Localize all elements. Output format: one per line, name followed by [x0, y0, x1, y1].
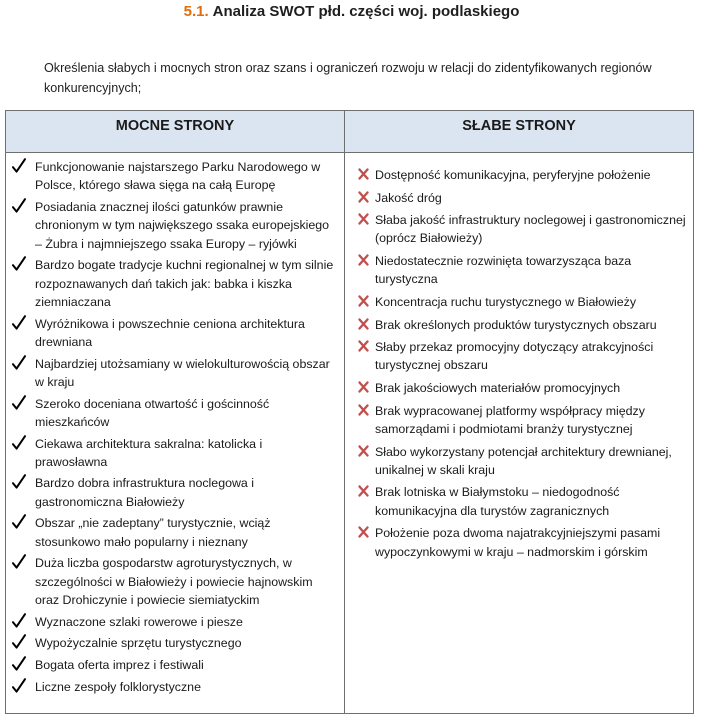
weakness-item-text: Jakość dróg — [375, 190, 442, 205]
weakness-item — [345, 316, 693, 334]
intro-paragraph: Określenia słabych i mocnych stron oraz szans i ograniczeń rozwoju w relacji do zidentyfikowanych regionów konkurencyjnych; — [44, 61, 652, 95]
check-icon — [12, 634, 26, 650]
cross-icon — [358, 445, 369, 457]
weakness-item — [345, 443, 693, 480]
weakness-item-text: Położenie poza dwoma najatrakcyjniejszymi pasami wypoczynkowymi w kraju – nadmorskim i górskim — [375, 526, 661, 559]
check-icon — [12, 315, 26, 331]
cross-icon — [358, 191, 369, 203]
strengths-list — [6, 158, 344, 696]
strength-item-text: Szeroko doceniana otwartość i gościnność mieszkańców — [35, 396, 270, 429]
strengths-column — [6, 153, 345, 713]
weakness-item — [345, 252, 693, 289]
weakness-item-text: Słaby przekaz promocyjny dotyczący atrakcyjności turystycznej obszaru — [375, 340, 654, 373]
strength-item — [6, 678, 344, 696]
strength-item-text: Duża liczba gospodarstw agroturystycznych, w szczególności w Białowieży i powiecie hajnowskim oraz Drohiczynie i powiecie siemiatyckim — [35, 556, 313, 608]
weakness-item — [345, 189, 693, 207]
strength-item — [6, 554, 344, 609]
strength-item-text: Bogata oferta imprez i festiwali — [35, 658, 204, 673]
strength-item — [6, 514, 344, 551]
weaknesses-header: SŁABE STRONY — [345, 111, 693, 153]
strength-item — [6, 656, 344, 674]
cross-icon — [358, 381, 369, 393]
strength-item — [6, 613, 344, 631]
cross-icon — [358, 318, 369, 330]
strength-item-text: Najbardziej utożsamiany w wielokulturowością obszar w kraju — [35, 356, 330, 389]
cross-icon — [358, 404, 369, 416]
weakness-item-text: Brak lotniska w Białymstoku – niedogodność komunikacyjna dla turystów zagranicznych — [375, 485, 620, 518]
weakness-item-text: Brak określonych produktów turystycznych obszaru — [375, 317, 657, 332]
weakness-item — [345, 166, 693, 184]
cross-icon — [358, 340, 369, 352]
weakness-item-text: Niedostatecznie rozwinięta towarzysząca baza turystyczna — [375, 254, 632, 287]
strength-item-text: Wyróżnikowa i powszechnie ceniona architektura drewniana — [35, 316, 305, 349]
cross-icon — [358, 213, 369, 225]
strength-item-text: Wypożyczalnie sprzętu turystycznego — [35, 636, 242, 651]
check-icon — [12, 514, 26, 530]
check-icon — [12, 355, 26, 371]
check-icon — [12, 158, 26, 174]
check-icon — [12, 678, 26, 694]
swot-table — [5, 110, 694, 714]
strength-item — [6, 395, 344, 432]
strength-item-text: Wyznaczone szlaki rowerowe i piesze — [35, 614, 243, 629]
cross-icon — [358, 295, 369, 307]
check-icon — [12, 474, 26, 490]
cross-icon — [358, 254, 369, 266]
strength-item — [6, 315, 344, 352]
check-icon — [12, 613, 26, 629]
check-icon — [12, 256, 26, 272]
strength-item-text: Posiadania znacznej ilości gatunków prawnie chronionym w tym największego ssaka europejskiego – Żubra i najmniejszego ssaka Europy – ryjówki — [35, 199, 330, 251]
weakness-item — [345, 379, 693, 397]
strength-item — [6, 355, 344, 392]
cross-icon — [358, 485, 369, 497]
weakness-item — [345, 524, 693, 561]
strength-item-text: Liczne zespoły folklorystyczne — [35, 679, 201, 694]
section-title-text: Analiza SWOT płd. części woj. podlaskiego — [212, 3, 520, 20]
weakness-item-text: Brak wypracowanej platformy współpracy między samorządami i podmiotami branży turystycznej — [375, 403, 645, 436]
strength-item-text: Obszar „nie zadeptany” turystycznie, wciąż stosunkowo mało popularny i nieznany — [35, 516, 271, 549]
strength-item-text: Bardzo dobra infrastruktura noclegowa i gastronomiczna Białowieży — [35, 476, 255, 509]
weakness-item-text: Słaba jakość infrastruktury noclegowej i gastronomicznej (oprócz Białowieży) — [375, 213, 686, 246]
strength-item-text: Ciekawa architektura sakralna: katolicka i prawosławna — [35, 436, 263, 469]
check-icon — [12, 435, 26, 451]
check-icon — [12, 395, 26, 411]
weakness-item — [345, 402, 693, 439]
weakness-item-text: Brak jakościowych materiałów promocyjnych — [375, 381, 621, 396]
weakness-item — [345, 483, 693, 520]
weakness-item — [345, 211, 693, 248]
weakness-item-text: Słabo wykorzystany potencjał architektury drewnianej, unikalnej w skali kraju — [375, 444, 672, 477]
weaknesses-column — [345, 153, 693, 713]
weakness-item-text: Koncentracja ruchu turystycznego w Białowieży — [375, 294, 637, 309]
strengths-header: MOCNE STRONY — [6, 111, 345, 153]
strength-item — [6, 158, 344, 195]
strength-item — [6, 474, 344, 511]
weaknesses-list — [345, 166, 693, 561]
weakness-item-text: Dostępność komunikacyjna, peryferyjne położenie — [375, 168, 651, 182]
strength-item — [6, 435, 344, 472]
section-title — [0, 3, 703, 20]
weakness-item — [345, 338, 693, 375]
cross-icon — [358, 526, 369, 538]
strength-item-text: Bardzo bogate tradycje kuchni regionalnej w tym silnie rozpoznawanych dań takich jak: babka i kiszka ziemniaczana — [35, 258, 334, 309]
strength-item — [6, 198, 344, 253]
check-icon — [12, 554, 26, 570]
weakness-item — [345, 293, 693, 311]
cross-icon — [358, 168, 369, 180]
strength-item-text: Funkcjonowanie najstarszego Parku Narodowego w Polsce, którego sława sięga na całą Europę — [35, 160, 321, 193]
section-number: 5.1. — [183, 3, 209, 20]
check-icon — [12, 198, 26, 214]
check-icon — [12, 656, 26, 672]
strength-item — [6, 634, 344, 652]
strength-item — [6, 256, 344, 311]
